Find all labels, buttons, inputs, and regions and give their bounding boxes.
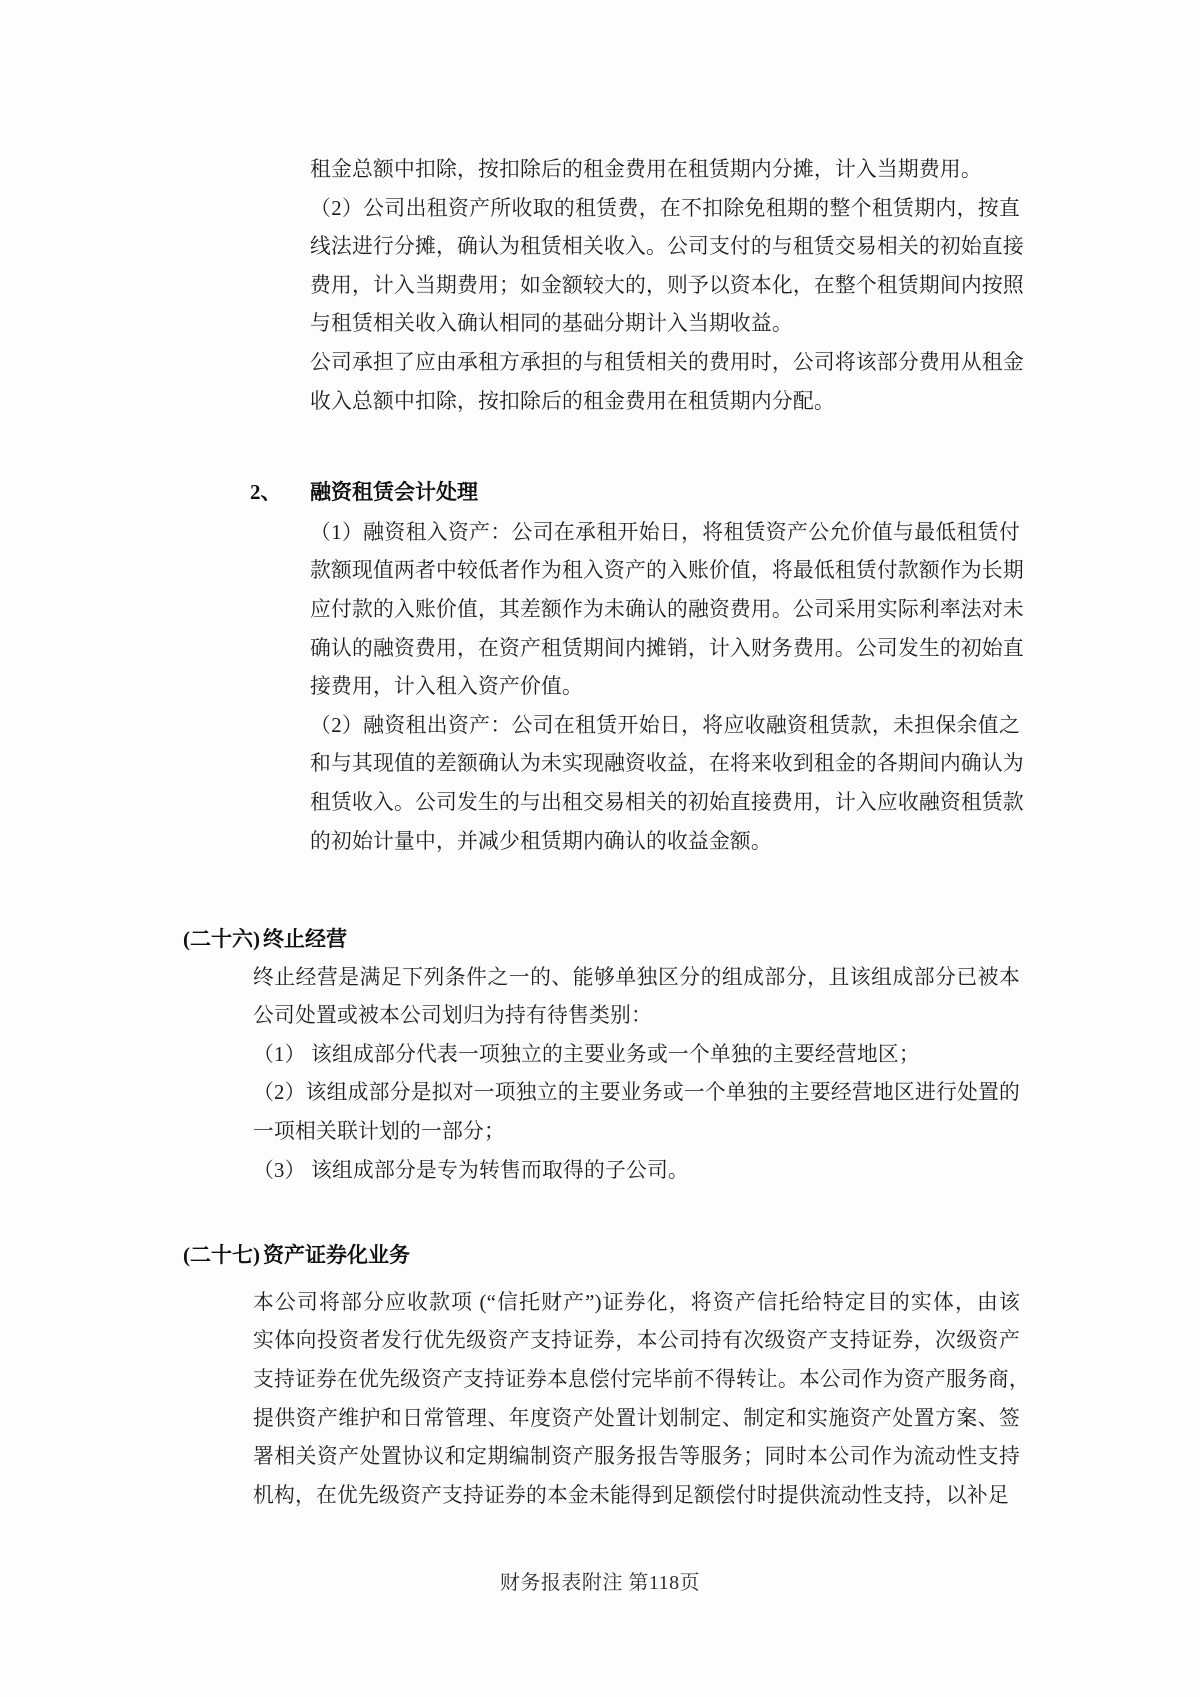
paragraph-line: （3） 该组成部分是专为转售而取得的子公司。 [253,1158,689,1182]
heading-title: 终止经营 [263,927,347,952]
paragraph-line: 确认的融资费用，在资产租赁期间内摊销，计入财务费用。公司发生的初始直 [310,636,1024,660]
paragraph-line: 的初始计量中，并减少租赁期内确认的收益金额。 [310,829,772,853]
paragraph-line: （2）公司出租资产所收取的租赁费，在不扣除免租期的整个租赁期内，按直 [310,196,1020,220]
paragraph-line: （1） 该组成部分代表一项独立的主要业务或一个单独的主要经营地区； [253,1042,920,1066]
paragraph-line: 收入总额中扣除，按扣除后的租金费用在租赁期内分配。 [310,389,835,413]
paragraph [253,1036,1020,1075]
heading-label: (二十七) [183,1243,260,1268]
paragraph-line: 接费用，计入租入资产价值。 [310,675,583,699]
heading-title: 资产证券化业务 [263,1243,410,1268]
section-heading [183,1236,1200,1275]
paragraph-line: （1）融资租入资产：公司在承租开始日，将租赁资产公允价值与最低租赁付 [310,520,1020,544]
paragraph [253,1152,1020,1191]
paragraph [310,344,1024,421]
heading-label: (二十六) [183,927,260,952]
paragraph [310,514,1024,707]
paragraph-line: 终止经营是满足下列条件之一的、能够单独区分的组成部分，且该组成部分已被本 [253,965,1020,989]
paragraph [310,190,1024,344]
paragraph-line: 与租赁相关收入确认相同的基础分期计入当期收益。 [310,312,793,336]
paragraph-line: 款额现值两者中较低者作为租入资产的入账价值，将最低租赁付款额作为长期 [310,559,1024,583]
paragraph-line: （2）融资租出资产：公司在租赁开始日，将应收融资租赁款，未担保余值之 [310,713,1020,737]
paragraph-line: 支持证券在优先级资产支持证券本息偿付完毕前不得转让。本公司作为资产服务商， [253,1368,1030,1392]
heading-label: 2、 [250,480,282,505]
paragraph-line: 费用，计入当期费用；如金额较大的，则予以资本化，在整个租赁期间内按照 [310,273,1024,297]
heading-title: 融资租赁会计处理 [310,480,478,505]
section-heading [183,920,1200,959]
paragraph-line: 公司处置或被本公司划归为持有待售类别： [253,1004,652,1028]
paragraph-line: （2）该组成部分是拟对一项独立的主要业务或一个单独的主要经营地区进行处置的 [253,1081,1020,1105]
paragraph [310,707,1024,861]
paragraph-line: 机构，在优先级资产支持证券的本金未能得到足额偿付时提供流动性支持，以补足 [253,1483,1009,1507]
paragraph-line: 署相关资产处置协议和定期编制资产服务报告等服务；同时本公司作为流动性支持 [253,1445,1020,1469]
paragraph-line: 本公司将部分应收款项 (“信托财产”)证券化，将资产信托给特定目的实体，由该 [253,1290,1020,1314]
paragraph [253,959,1020,1036]
sub-heading [250,473,1200,512]
paragraph-line: 公司承担了应由承租方承担的与租赁相关的费用时，公司将该部分费用从租金 [310,350,1024,374]
paragraph-line: 提供资产维护和日常管理、年度资产处置计划制定、制定和实施资产处置方案、签 [253,1406,1020,1430]
paragraph [253,1074,1020,1151]
paragraph-line: 线法进行分摊，确认为租赁相关收入。公司支付的与租赁交易相关的初始直接 [310,235,1024,259]
paragraph [310,151,1020,190]
paragraph-line: 一项相关联计划的一部分； [253,1120,505,1144]
paragraph-line: 和与其现值的差额确认为未实现融资收益，在将来收到租金的各期间内确认为 [310,752,1024,776]
paragraph-line: 实体向投资者发行优先级资产支持证券，本公司持有次级资产支持证券，次级资产 [253,1329,1020,1353]
paragraph-line: 租金总额中扣除，按扣除后的租金费用在租赁期内分摊，计入当期费用。 [310,158,982,181]
paragraph-line: 租赁收入。公司发生的与出租交易相关的初始直接费用，计入应收融资租赁款 [310,790,1024,814]
paragraph-line: 应付款的入账价值，其差额作为未确认的融资费用。公司采用实际利率法对未 [310,597,1024,621]
document-content [0,151,1200,1515]
page-footer: 财务报表附注 第118页 [499,1572,701,1594]
paragraph [253,1284,1030,1516]
